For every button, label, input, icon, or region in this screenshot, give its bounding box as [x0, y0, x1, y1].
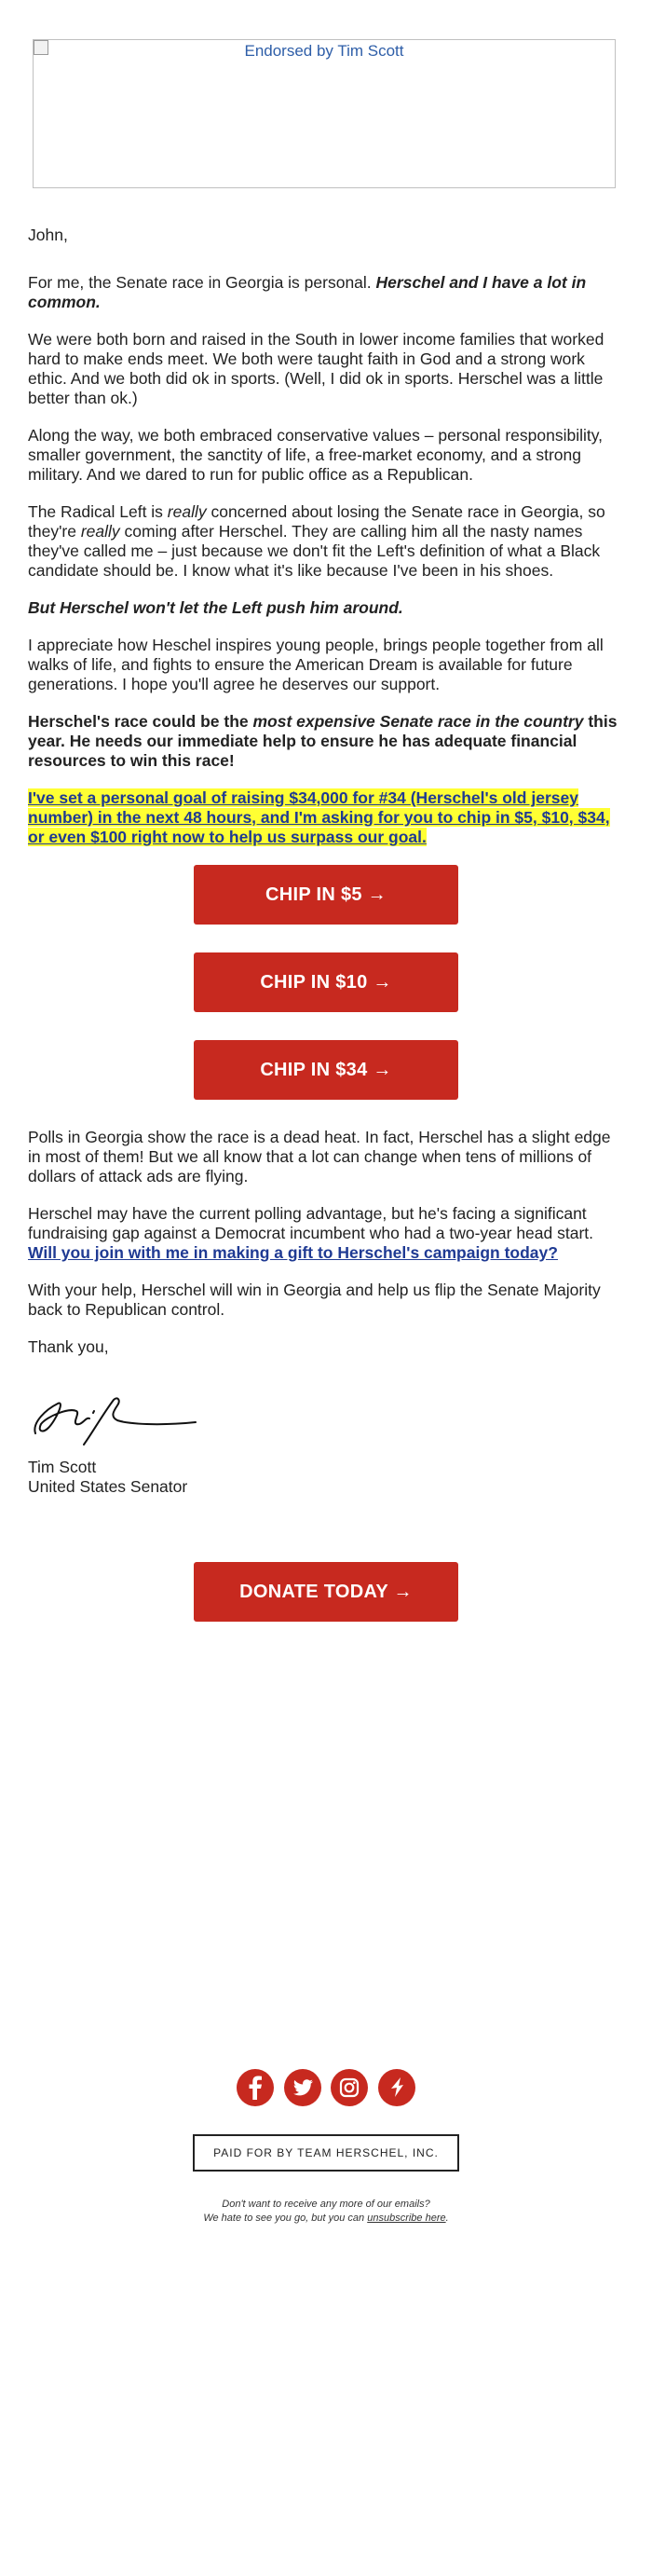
- p5-emphasis: But Herschel won't let the Left push him around.: [28, 598, 403, 617]
- paragraph-10: [28, 1204, 624, 1263]
- signer-title: United States Senator: [28, 1477, 188, 1496]
- goal-link[interactable]: I've set a personal goal of raising $34,000 for #34 (Herschel's old jersey number) in the next 48 hours, and I'm asking for you to chip in $5, $10, $34, or even $100 right now to help us surpass our goal.: [28, 788, 610, 846]
- unsub-period: .: [445, 2213, 449, 2224]
- paragraph-9: Polls in Georgia show the race is a dead heat. In fact, Herschel has a slight edge in most of them! But we all know that a lot can change when tens of millions of dollars of attack ads are flying.: [28, 1128, 611, 1185]
- paid-for-disclaimer: [28, 2134, 624, 2172]
- unsub-line-2: [28, 2212, 624, 2226]
- brand-icon[interactable]: [378, 2069, 415, 2106]
- p4-emphasis-b: really: [80, 522, 120, 541]
- facebook-icon[interactable]: [237, 2069, 274, 2106]
- social-links: [28, 2069, 624, 2106]
- chip-in-10-button[interactable]: CHIP IN $10 →: [194, 952, 458, 1012]
- chip-in-5-button[interactable]: CHIP IN $5 →: [194, 865, 458, 925]
- instagram-icon[interactable]: [331, 2069, 368, 2106]
- p10-text: Herschel may have the current polling advantage, but he's facing a significant fundraising gap against a Democrat incumbent who had a two-year head start.: [28, 1204, 594, 1242]
- p4-text-a: The Radical Left is: [28, 502, 168, 521]
- p4-text-c: coming after Herschel. They are calling him all the nasty names they've called me – just because we don't fit the Left's definition of what a Black candidate should be. I know what it's like because I've been in his shoes.: [28, 522, 601, 580]
- paragraph-2: We were both born and raised in the South in lower income families that worked hard to make ends meet. We both were taught faith in God and a strong work ethic. And we both did ok in sports. (Well, I did ok in sports. Herschel was a little better than ok.): [28, 330, 604, 407]
- paragraph-8-highlight: [28, 788, 624, 847]
- banner-alt-text: Endorsed by Tim Scott: [244, 42, 404, 60]
- chip-10-row: [28, 952, 624, 1012]
- letter-body: [28, 188, 624, 2226]
- gift-link[interactable]: Will you join with me in making a gift to Herschel's campaign today?: [28, 1243, 558, 1262]
- paragraph-11: With your help, Herschel will win in Georgia and help us flip the Senate Majority back to Republican control.: [28, 1281, 601, 1319]
- p7-text-a: Herschel's race could be the: [28, 712, 253, 731]
- p4-text-b: concerned about losing the Senate race in Georgia, so they're: [28, 502, 605, 541]
- p7-text-b: this year. He needs our immediate help to ensure he has adequate financial resources to win this race!: [28, 712, 618, 770]
- paragraph-3: Along the way, we both embraced conservative values – personal responsibility, smaller government, the sanctity of life, a free-market economy, and a strong military. And we dared to run for public office as a Republican.: [28, 426, 604, 484]
- closing: Thank you,: [28, 1337, 109, 1356]
- twitter-icon[interactable]: [284, 2069, 321, 2106]
- endorsement-banner-image[interactable]: [33, 39, 616, 188]
- paragraph-5: [28, 598, 624, 618]
- unsub-line-1: Don't want to receive any more of our emails?: [222, 2199, 430, 2210]
- signer-block: [28, 1458, 624, 1497]
- p1-text: For me, the Senate race in Georgia is personal.: [28, 273, 376, 292]
- p1-emphasis: Herschel and I have a lot in common.: [28, 273, 587, 311]
- signer-name: Tim Scott: [28, 1458, 97, 1476]
- unsubscribe-link[interactable]: unsubscribe here: [367, 2213, 446, 2224]
- paid-for-text: PAID FOR BY TEAM HERSCHEL, INC.: [193, 2134, 459, 2172]
- chip-34-row: [28, 1040, 624, 1100]
- p4-emphasis-a: really: [167, 502, 207, 521]
- paragraph-7: [28, 712, 624, 771]
- broken-image-icon: [34, 40, 48, 55]
- p7-emphasis: most expensive Senate race in the country: [252, 712, 584, 731]
- unsub-text: We hate to see you go, but you can: [203, 2213, 368, 2224]
- paragraph-4: [28, 502, 624, 581]
- paragraph-6: I appreciate how Heschel inspires young people, brings people together from all walks of life, and fights to ensure the American Dream is available for future generations. I hope you'll agree he deserves our support.: [28, 636, 604, 693]
- paragraph-1: [28, 273, 624, 312]
- signature-image: [28, 1376, 624, 1450]
- signature-drawing: [28, 1376, 214, 1450]
- donate-today-button[interactable]: DONATE TODAY →: [194, 1562, 458, 1622]
- unsubscribe-block: [28, 2198, 624, 2226]
- email-container: [28, 0, 624, 2226]
- greeting: John,: [28, 226, 68, 244]
- chip-5-row: [28, 865, 624, 925]
- chip-in-34-button[interactable]: CHIP IN $34 →: [194, 1040, 458, 1100]
- donate-row: [28, 1562, 624, 1622]
